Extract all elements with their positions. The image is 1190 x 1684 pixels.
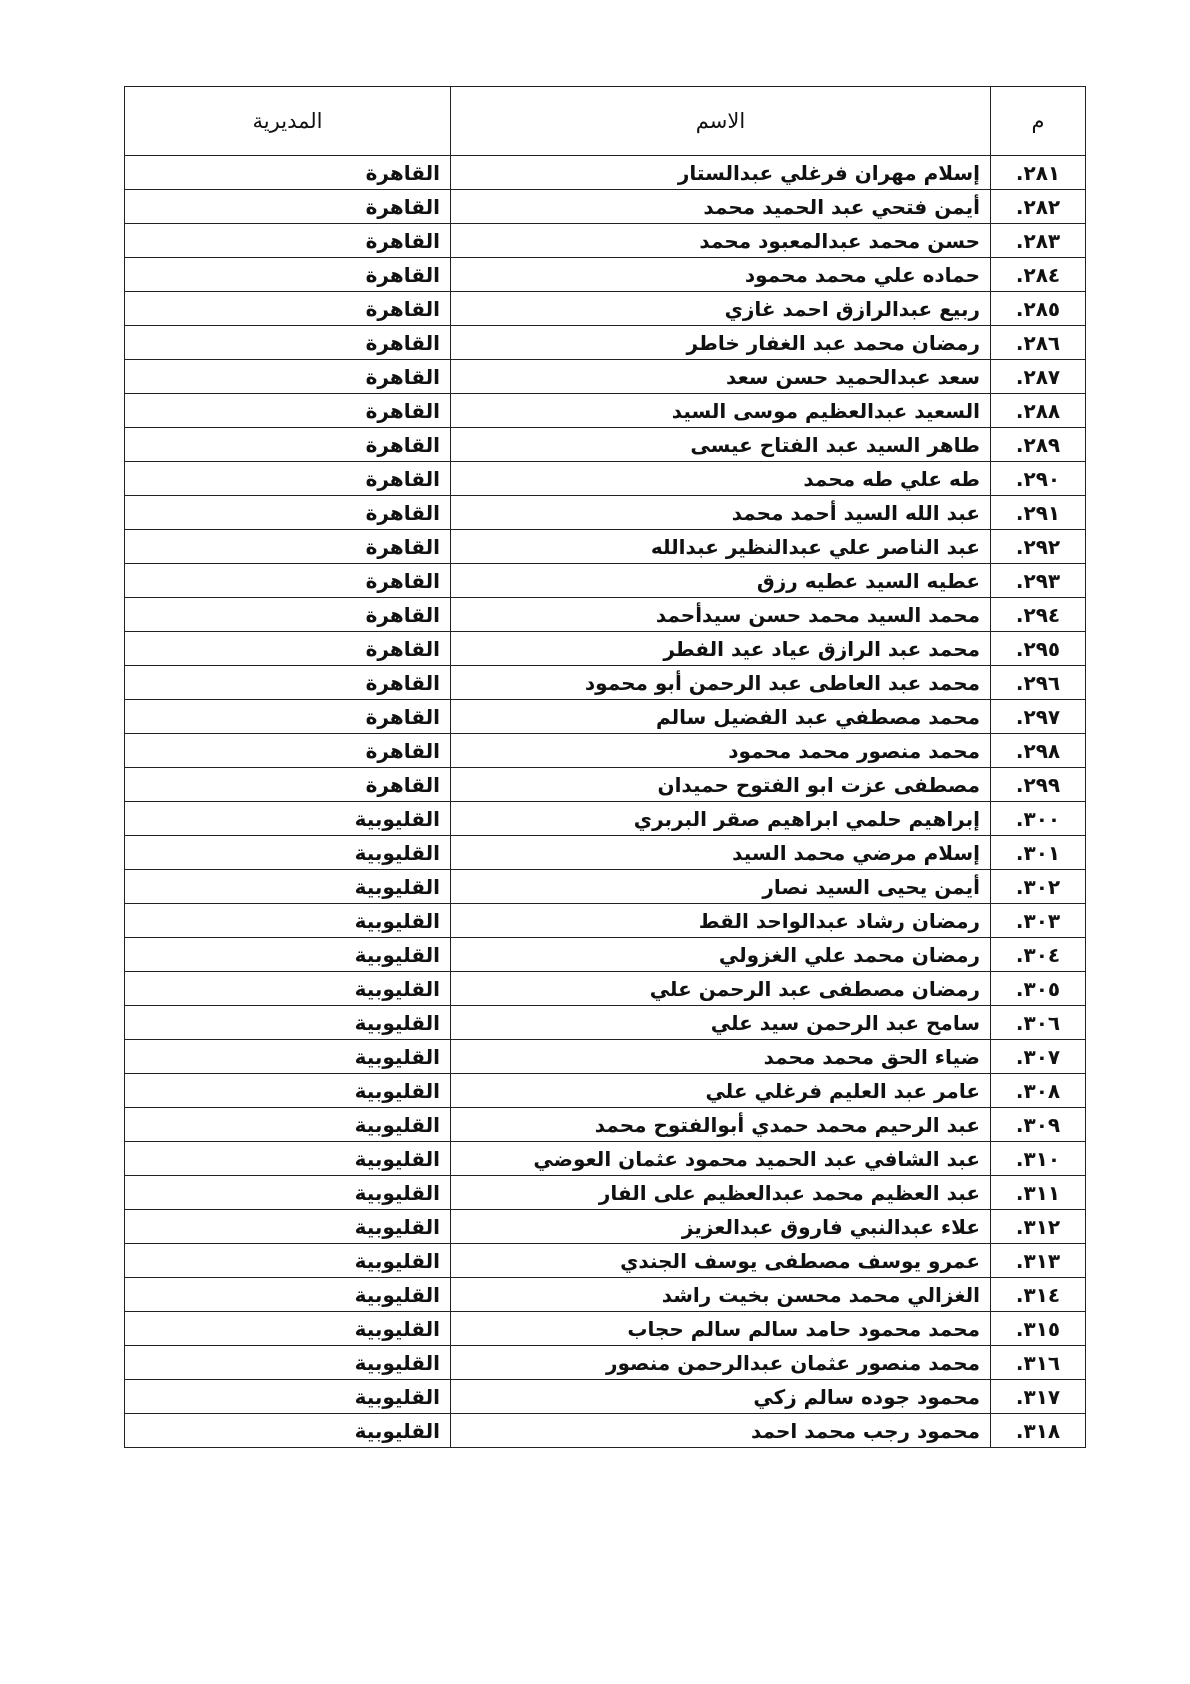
directorate: القاهرة <box>125 598 451 632</box>
row-number: ٣٠٠. <box>991 802 1086 836</box>
person-name: رمضان رشاد عبدالواحد القط <box>451 904 991 938</box>
person-name: مصطفى عزت ابو الفتوح حميدان <box>451 768 991 802</box>
table-row <box>125 1210 1086 1244</box>
directorate: القليوبية <box>125 1414 451 1448</box>
table-row <box>125 836 1086 870</box>
row-number: ٢٨٦. <box>991 326 1086 360</box>
row-number: ٣٠١. <box>991 836 1086 870</box>
directorate: القاهرة <box>125 666 451 700</box>
table-row <box>125 1006 1086 1040</box>
table-row <box>125 1380 1086 1414</box>
row-number: ٢٨١. <box>991 156 1086 190</box>
person-name: محمد منصور عثمان عبدالرحمن منصور <box>451 1346 991 1380</box>
table-row <box>125 1312 1086 1346</box>
table-row <box>125 496 1086 530</box>
person-name: الغزالي محمد محسن بخيت راشد <box>451 1278 991 1312</box>
directorate: القليوبية <box>125 1006 451 1040</box>
header-name: الاسم <box>451 87 991 156</box>
directorate: القاهرة <box>125 428 451 462</box>
row-number: ٢٨٢. <box>991 190 1086 224</box>
person-name: عبد الشافي عبد الحميد محمود عثمان العوضي <box>451 1142 991 1176</box>
row-number: ٣١٨. <box>991 1414 1086 1448</box>
person-name: عبد الناصر علي عبدالنظير عبدالله <box>451 530 991 564</box>
row-number: ٢٨٧. <box>991 360 1086 394</box>
person-name: عطيه السيد عطيه رزق <box>451 564 991 598</box>
directorate: القليوبية <box>125 1142 451 1176</box>
directorate: القاهرة <box>125 632 451 666</box>
directorate: القليوبية <box>125 1176 451 1210</box>
person-name: رمضان محمد عبد الغفار خاطر <box>451 326 991 360</box>
table-row <box>125 1176 1086 1210</box>
row-number: ٣١٥. <box>991 1312 1086 1346</box>
table-row <box>125 802 1086 836</box>
directorate: القليوبية <box>125 1074 451 1108</box>
person-name: علاء عبدالنبي فاروق عبدالعزيز <box>451 1210 991 1244</box>
directorate: القليوبية <box>125 938 451 972</box>
table-row <box>125 224 1086 258</box>
row-number: ٢٩٧. <box>991 700 1086 734</box>
directorate: القليوبية <box>125 904 451 938</box>
person-name: محمد السيد محمد حسن سيدأحمد <box>451 598 991 632</box>
table-row <box>125 564 1086 598</box>
directorate: القليوبية <box>125 1380 451 1414</box>
row-number: ٢٩٥. <box>991 632 1086 666</box>
person-name: محمد محمود حامد سالم سالم حجاب <box>451 1312 991 1346</box>
person-name: أيمن يحيى السيد نصار <box>451 870 991 904</box>
names-table <box>124 86 1086 1448</box>
table-row <box>125 360 1086 394</box>
person-name: محمود رجب محمد احمد <box>451 1414 991 1448</box>
directorate: القاهرة <box>125 258 451 292</box>
row-number: ٣١٣. <box>991 1244 1086 1278</box>
table-row <box>125 1278 1086 1312</box>
table-row <box>125 598 1086 632</box>
table-row <box>125 1346 1086 1380</box>
person-name: محمد منصور محمد محمود <box>451 734 991 768</box>
row-number: ٣٠٥. <box>991 972 1086 1006</box>
directorate: القليوبية <box>125 836 451 870</box>
row-number: ٢٩٩. <box>991 768 1086 802</box>
person-name: ضياء الحق محمد محمد <box>451 1040 991 1074</box>
row-number: ٣١٤. <box>991 1278 1086 1312</box>
row-number: ٣٠٦. <box>991 1006 1086 1040</box>
table-row <box>125 1414 1086 1448</box>
table-row <box>125 258 1086 292</box>
directorate: القاهرة <box>125 734 451 768</box>
person-name: عامر عبد العليم فرغلي علي <box>451 1074 991 1108</box>
row-number: ٢٨٥. <box>991 292 1086 326</box>
person-name: إبراهيم حلمي ابراهيم صقر البربري <box>451 802 991 836</box>
table-row <box>125 1142 1086 1176</box>
directorate: القاهرة <box>125 700 451 734</box>
table-row <box>125 768 1086 802</box>
person-name: سعد عبدالحميد حسن سعد <box>451 360 991 394</box>
person-name: حماده علي محمد محمود <box>451 258 991 292</box>
person-name: ربيع عبدالرازق احمد غازي <box>451 292 991 326</box>
directorate: القليوبية <box>125 1244 451 1278</box>
directorate: القاهرة <box>125 190 451 224</box>
row-number: ٣٠٣. <box>991 904 1086 938</box>
table-row <box>125 462 1086 496</box>
directorate: القاهرة <box>125 462 451 496</box>
person-name: رمضان محمد علي الغزولي <box>451 938 991 972</box>
table-row <box>125 292 1086 326</box>
table-row <box>125 972 1086 1006</box>
table-row <box>125 326 1086 360</box>
person-name: طاهر السيد عبد الفتاح عيسى <box>451 428 991 462</box>
directorate: القاهرة <box>125 156 451 190</box>
row-number: ٢٨٤. <box>991 258 1086 292</box>
row-number: ٢٩٢. <box>991 530 1086 564</box>
row-number: ٢٨٣. <box>991 224 1086 258</box>
table-header-row <box>125 87 1086 156</box>
row-number: ٣١٢. <box>991 1210 1086 1244</box>
directorate: القليوبية <box>125 1108 451 1142</box>
person-name: عبد الله السيد أحمد محمد <box>451 496 991 530</box>
row-number: ٣١٧. <box>991 1380 1086 1414</box>
person-name: عبد العظيم محمد عبدالعظيم على الفار <box>451 1176 991 1210</box>
table-row <box>125 734 1086 768</box>
table-row <box>125 700 1086 734</box>
table-row <box>125 394 1086 428</box>
row-number: ٢٩٠. <box>991 462 1086 496</box>
directorate: القليوبية <box>125 1346 451 1380</box>
row-number: ٢٨٩. <box>991 428 1086 462</box>
row-number: ٣٠٨. <box>991 1074 1086 1108</box>
table-row <box>125 190 1086 224</box>
row-number: ٣٠٧. <box>991 1040 1086 1074</box>
person-name: محمد عبد العاطى عبد الرحمن أبو محمود <box>451 666 991 700</box>
person-name: إسلام مهران فرغلي عبدالستار <box>451 156 991 190</box>
table-row <box>125 1040 1086 1074</box>
row-number: ٢٩٨. <box>991 734 1086 768</box>
directorate: القاهرة <box>125 394 451 428</box>
directorate: القاهرة <box>125 530 451 564</box>
table-row <box>125 1074 1086 1108</box>
table-row <box>125 938 1086 972</box>
table-row <box>125 632 1086 666</box>
table-row <box>125 428 1086 462</box>
directorate: القاهرة <box>125 224 451 258</box>
table-row <box>125 666 1086 700</box>
directorate: القاهرة <box>125 768 451 802</box>
directorate: القاهرة <box>125 292 451 326</box>
person-name: سامح عبد الرحمن سيد علي <box>451 1006 991 1040</box>
table-row <box>125 530 1086 564</box>
row-number: ٢٩٦. <box>991 666 1086 700</box>
directorate: القاهرة <box>125 496 451 530</box>
header-directorate: المديرية <box>125 87 451 156</box>
directorate: القليوبية <box>125 972 451 1006</box>
person-name: رمضان مصطفى عبد الرحمن علي <box>451 972 991 1006</box>
directorate: القليوبية <box>125 870 451 904</box>
header-number: م <box>991 87 1086 156</box>
person-name: محمود جوده سالم زكي <box>451 1380 991 1414</box>
row-number: ٣٠٩. <box>991 1108 1086 1142</box>
directorate: القاهرة <box>125 564 451 598</box>
person-name: حسن محمد عبدالمعبود محمد <box>451 224 991 258</box>
directorate: القاهرة <box>125 360 451 394</box>
table-row <box>125 156 1086 190</box>
table-row <box>125 1108 1086 1142</box>
row-number: ٣١١. <box>991 1176 1086 1210</box>
person-name: محمد مصطفي عبد الفضيل سالم <box>451 700 991 734</box>
directorate: القليوبية <box>125 1312 451 1346</box>
person-name: عمرو يوسف مصطفى يوسف الجندي <box>451 1244 991 1278</box>
person-name: إسلام مرضي محمد السيد <box>451 836 991 870</box>
person-name: طه علي طه محمد <box>451 462 991 496</box>
row-number: ٣٠٢. <box>991 870 1086 904</box>
person-name: محمد عبد الرازق عياد عيد الفطر <box>451 632 991 666</box>
table-row <box>125 1244 1086 1278</box>
directorate: القليوبية <box>125 1040 451 1074</box>
row-number: ٢٩٣. <box>991 564 1086 598</box>
row-number: ٢٩٤. <box>991 598 1086 632</box>
row-number: ٢٩١. <box>991 496 1086 530</box>
row-number: ٣١٦. <box>991 1346 1086 1380</box>
person-name: عبد الرحيم محمد حمدي أبوالفتوح محمد <box>451 1108 991 1142</box>
person-name: أيمن فتحي عبد الحميد محمد <box>451 190 991 224</box>
row-number: ٣١٠. <box>991 1142 1086 1176</box>
table-row <box>125 870 1086 904</box>
directorate: القاهرة <box>125 326 451 360</box>
row-number: ٣٠٤. <box>991 938 1086 972</box>
row-number: ٢٨٨. <box>991 394 1086 428</box>
table-row <box>125 904 1086 938</box>
directorate: القليوبية <box>125 1278 451 1312</box>
table-body <box>125 156 1086 1448</box>
directorate: القليوبية <box>125 802 451 836</box>
directorate: القليوبية <box>125 1210 451 1244</box>
person-name: السعيد عبدالعظيم موسى السيد <box>451 394 991 428</box>
